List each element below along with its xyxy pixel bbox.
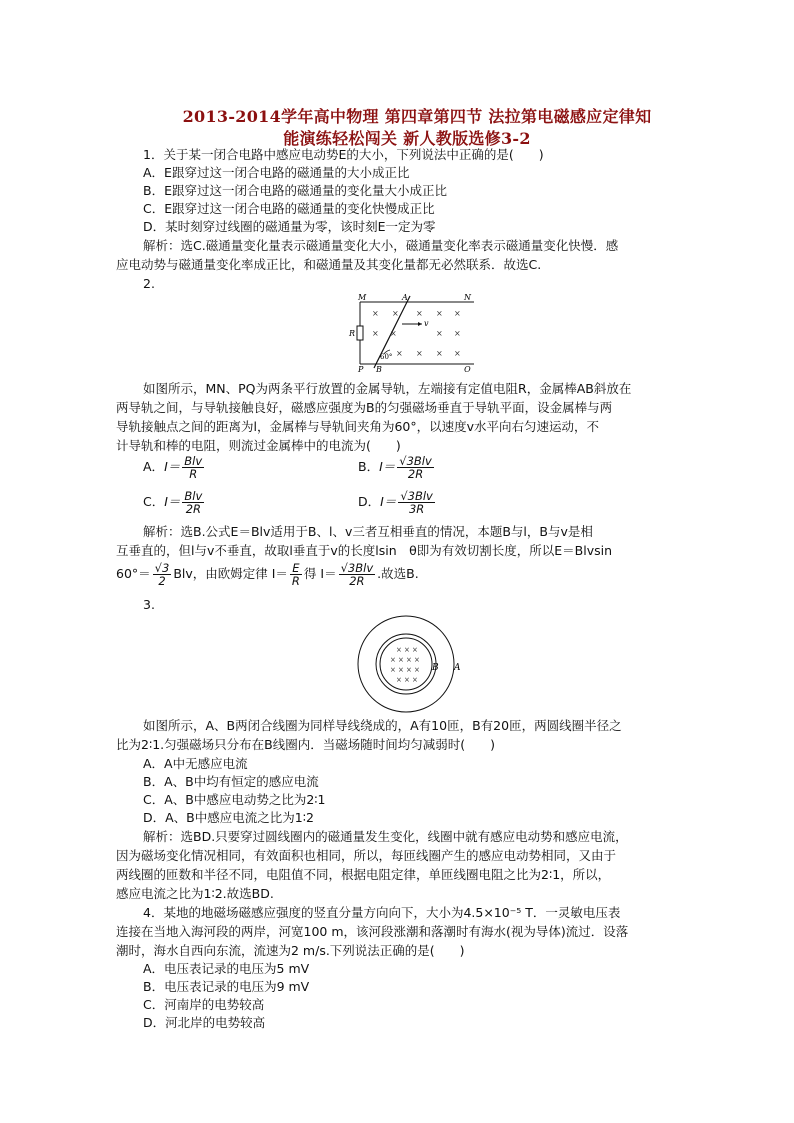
q2-label-r: R (349, 329, 356, 338)
q3-field-marks (390, 646, 420, 684)
q4-stem-line-1: 4．某地的地磁场磁感应强度的竖直分量方向向下，大小为4.5×10⁻⁵ T．一灵敏电压表 (143, 905, 621, 920)
solution-text: 60°＝ (116, 566, 151, 581)
q3-field-cross: × (404, 646, 410, 654)
option-fraction (182, 455, 204, 480)
q2-option-c (143, 490, 206, 515)
q2-label-p: P (358, 365, 364, 372)
q1-option-d: D．某时刻穿过线圈的磁通量为零，该时刻E一定为零 (143, 219, 436, 234)
fraction-denominator: R (291, 574, 300, 588)
q3-field-cross: × (412, 646, 418, 654)
option-label: A． (143, 459, 165, 474)
q1-option-a: A．E跟穿过这一闭合电路的磁通量的大小成正比 (143, 165, 410, 180)
q3-label-b: B (432, 663, 439, 673)
q3-field-cross: × (404, 676, 410, 684)
q2-angle-label: 60° (380, 353, 393, 361)
fraction-denominator: 2R (185, 502, 202, 516)
q2-field-cross: × (454, 349, 461, 358)
q2-number: 2. (143, 276, 155, 291)
q3-number: 3. (143, 597, 155, 612)
q4-stem-line-2: 连接在当地入海河段的两岸，河宽100 m，该河段涨潮和落潮时有海水(视为导体)流过．设落 (116, 924, 629, 939)
q2-stem-line-3: 导轨接触点之间的距离为l，金属棒与导轨间夹角为60°，以速度v水平向右匀速运动，不 (116, 419, 600, 434)
option-lhs: I＝ (164, 494, 181, 509)
fraction-numerator: Blv (184, 454, 203, 468)
q3-stem-line-2: 比为2∶1.匀强磁场只分布在B线圈内．当磁场随时间均匀减弱时( ) (116, 737, 495, 752)
q2-field-cross: × (416, 349, 423, 358)
q2-label-n: N (464, 293, 471, 302)
q3-field-cross: × (406, 656, 412, 664)
option-label: D． (358, 494, 381, 509)
q3-solution-line-3: 两线圈的匝数和半径不同，电阻值不同，根据电阻定律，单匝线圈电阻之比为2∶1，所以， (116, 867, 611, 882)
q2-field-cross: × (454, 309, 461, 318)
solution-fraction (153, 562, 172, 587)
q3-solution-line-2: 因为磁场变化情况相同，有效面积也相同，所以，每匝线圈产生的感应电动势相同，又由于 (116, 848, 617, 863)
q2-label-a: A (402, 293, 408, 302)
fraction-numerator: E (290, 562, 302, 575)
solution-text: Blv，由欧姆定律 I＝ (173, 566, 288, 581)
q2-field-marks (372, 309, 461, 358)
q3-field-cross: × (390, 656, 396, 664)
q2-stem-line-2: 两导轨之间，与导轨接触良好，磁感应强度为B的匀强磁场垂直于导轨平面，设金属棒与两 (116, 400, 613, 415)
q3-field-cross: × (398, 666, 404, 674)
q1-option-b: B．E跟穿过这一闭合电路的磁通量的变化量大小成正比 (143, 183, 447, 198)
q4-option-d: D．河北岸的电势较高 (143, 1015, 266, 1030)
q2-field-cross: × (436, 329, 443, 338)
q2-solution-line-2: 互垂直的，但l与v不垂直，故取l垂直于v的长度lsin θ即为有效切割长度，所以E＝Blvsin (116, 543, 613, 558)
q2-field-cross: × (396, 349, 403, 358)
fraction-denominator: 2R (407, 467, 424, 481)
q2-option-d (358, 490, 437, 515)
q3-field-cross: × (406, 666, 412, 674)
option-lhs: I＝ (379, 459, 396, 474)
fraction-denominator: 2R (349, 574, 365, 588)
q3-option-b: B．A、B中均有恒定的感应电流 (143, 774, 319, 789)
solution-fraction (339, 562, 376, 587)
q2-label-m: M (358, 293, 367, 302)
q3-option-d: D．A、B中感应电流之比为1∶2 (143, 810, 314, 825)
q3-field-cross: × (390, 666, 396, 674)
q2-field-cross: × (436, 349, 443, 358)
q2-stem-line-1: 如图所示，MN、PQ为两条平行放置的金属导轨，左端接有定值电阻R，金属棒AB斜放在 (143, 381, 632, 396)
fraction-numerator: √3Blv (399, 454, 432, 468)
fraction-denominator: 2 (158, 574, 166, 588)
q1-solution-line-1: 解析：选C.磁通量变化量表示磁通量变化大小，磁通量变化率表示磁通量变化快慢．感 (143, 238, 619, 253)
q3-stem-line-1: 如图所示，A、B两闭合线圈为同样导线绕成的，A有10匝，B有20匝，两圆线圈半径之 (143, 718, 622, 733)
solution-text: 得 I＝ (303, 566, 337, 581)
option-fraction (398, 490, 435, 515)
option-lhs: I＝ (164, 459, 181, 474)
q3-coil-figure (348, 614, 468, 714)
q2-option-a (143, 455, 206, 480)
option-label: C． (143, 494, 165, 509)
q2-solution-line-3 (116, 562, 419, 587)
q4-stem-line-3: 潮时，海水自西向东流，流速为2 m/s.下列说法正确的是( ) (116, 943, 465, 958)
q4-option-a: A．电压表记录的电压为5 mV (143, 961, 310, 976)
q3-field-cross: × (398, 656, 404, 664)
q4-option-c: C．河南岸的电势较高 (143, 997, 265, 1012)
q1-solution-line-2: 应电动势与磁通量变化率成正比，和磁通量及其变化量都无必然联系．故选C. (116, 257, 542, 272)
q1-stem: 1．关于某一闭合电路中感应电动势E的大小，下列说法中正确的是( ) (143, 147, 544, 162)
fraction-denominator: R (189, 467, 198, 481)
q2-label-b: B (376, 365, 382, 372)
q1-option-c: C．E跟穿过这一闭合电路的磁通量的变化快慢成正比 (143, 201, 435, 216)
q2-field-cross: × (436, 309, 443, 318)
q3-field-cross: × (396, 676, 402, 684)
q3-option-c: C．A、B中感应电动势之比为2∶1 (143, 792, 326, 807)
q2-solution-line-1: 解析：选B.公式E＝Blv适用于B、l、v三者互相垂直的情况，本题B与l，B与v是相 (143, 524, 593, 539)
q2-field-cross: × (390, 329, 397, 338)
q2-field-cross: × (372, 329, 379, 338)
q3-field-cross: × (414, 656, 420, 664)
q2-option-b (358, 455, 436, 480)
title-line-1: 2013-2014学年高中物理 第四章第四节 法拉第电磁感应定律知 (182, 107, 652, 126)
fraction-denominator: 3R (408, 502, 425, 516)
solution-fraction (290, 562, 302, 587)
q4-option-b: B．电压表记录的电压为9 mV (143, 979, 310, 994)
q3-option-a: A．A中无感应电流 (143, 756, 248, 771)
title-line-2: 能演练轻松闯关 新人教版选修3-2 (283, 129, 531, 148)
q2-field-cross: × (454, 329, 461, 338)
fraction-numerator: √3Blv (400, 489, 433, 503)
q3-solution-line-4: 感应电流之比为1∶2.故选BD. (116, 886, 274, 901)
solution-text: .故选B. (377, 566, 419, 581)
q2-field-cross: × (372, 309, 379, 318)
q2-label-q: Q (464, 365, 471, 372)
option-lhs: I＝ (380, 494, 397, 509)
fraction-numerator: √3Blv (340, 561, 374, 575)
q2-field-cross: × (416, 309, 423, 318)
q3-field-cross: × (412, 676, 418, 684)
q2-field-cross: × (392, 309, 399, 318)
q3-field-cross: × (396, 646, 402, 654)
q3-solution-line-1: 解析：选BD.只要穿过圆线圈内的磁通量发生变化，线圈中就有感应电动势和感应电流， (143, 829, 628, 844)
option-fraction (182, 490, 204, 515)
option-label: B． (358, 459, 380, 474)
fraction-numerator: Blv (184, 489, 203, 503)
q3-field-cross: × (414, 666, 420, 674)
q2-rail-figure (340, 292, 490, 372)
q2-label-v: v (424, 319, 429, 328)
fraction-numerator: √3 (154, 561, 170, 575)
option-fraction (397, 455, 434, 480)
q2-stem-line-4: 计导轨和棒的电阻，则流过金属棒中的电流为( ) (116, 438, 401, 453)
q3-label-a: A (454, 663, 461, 673)
